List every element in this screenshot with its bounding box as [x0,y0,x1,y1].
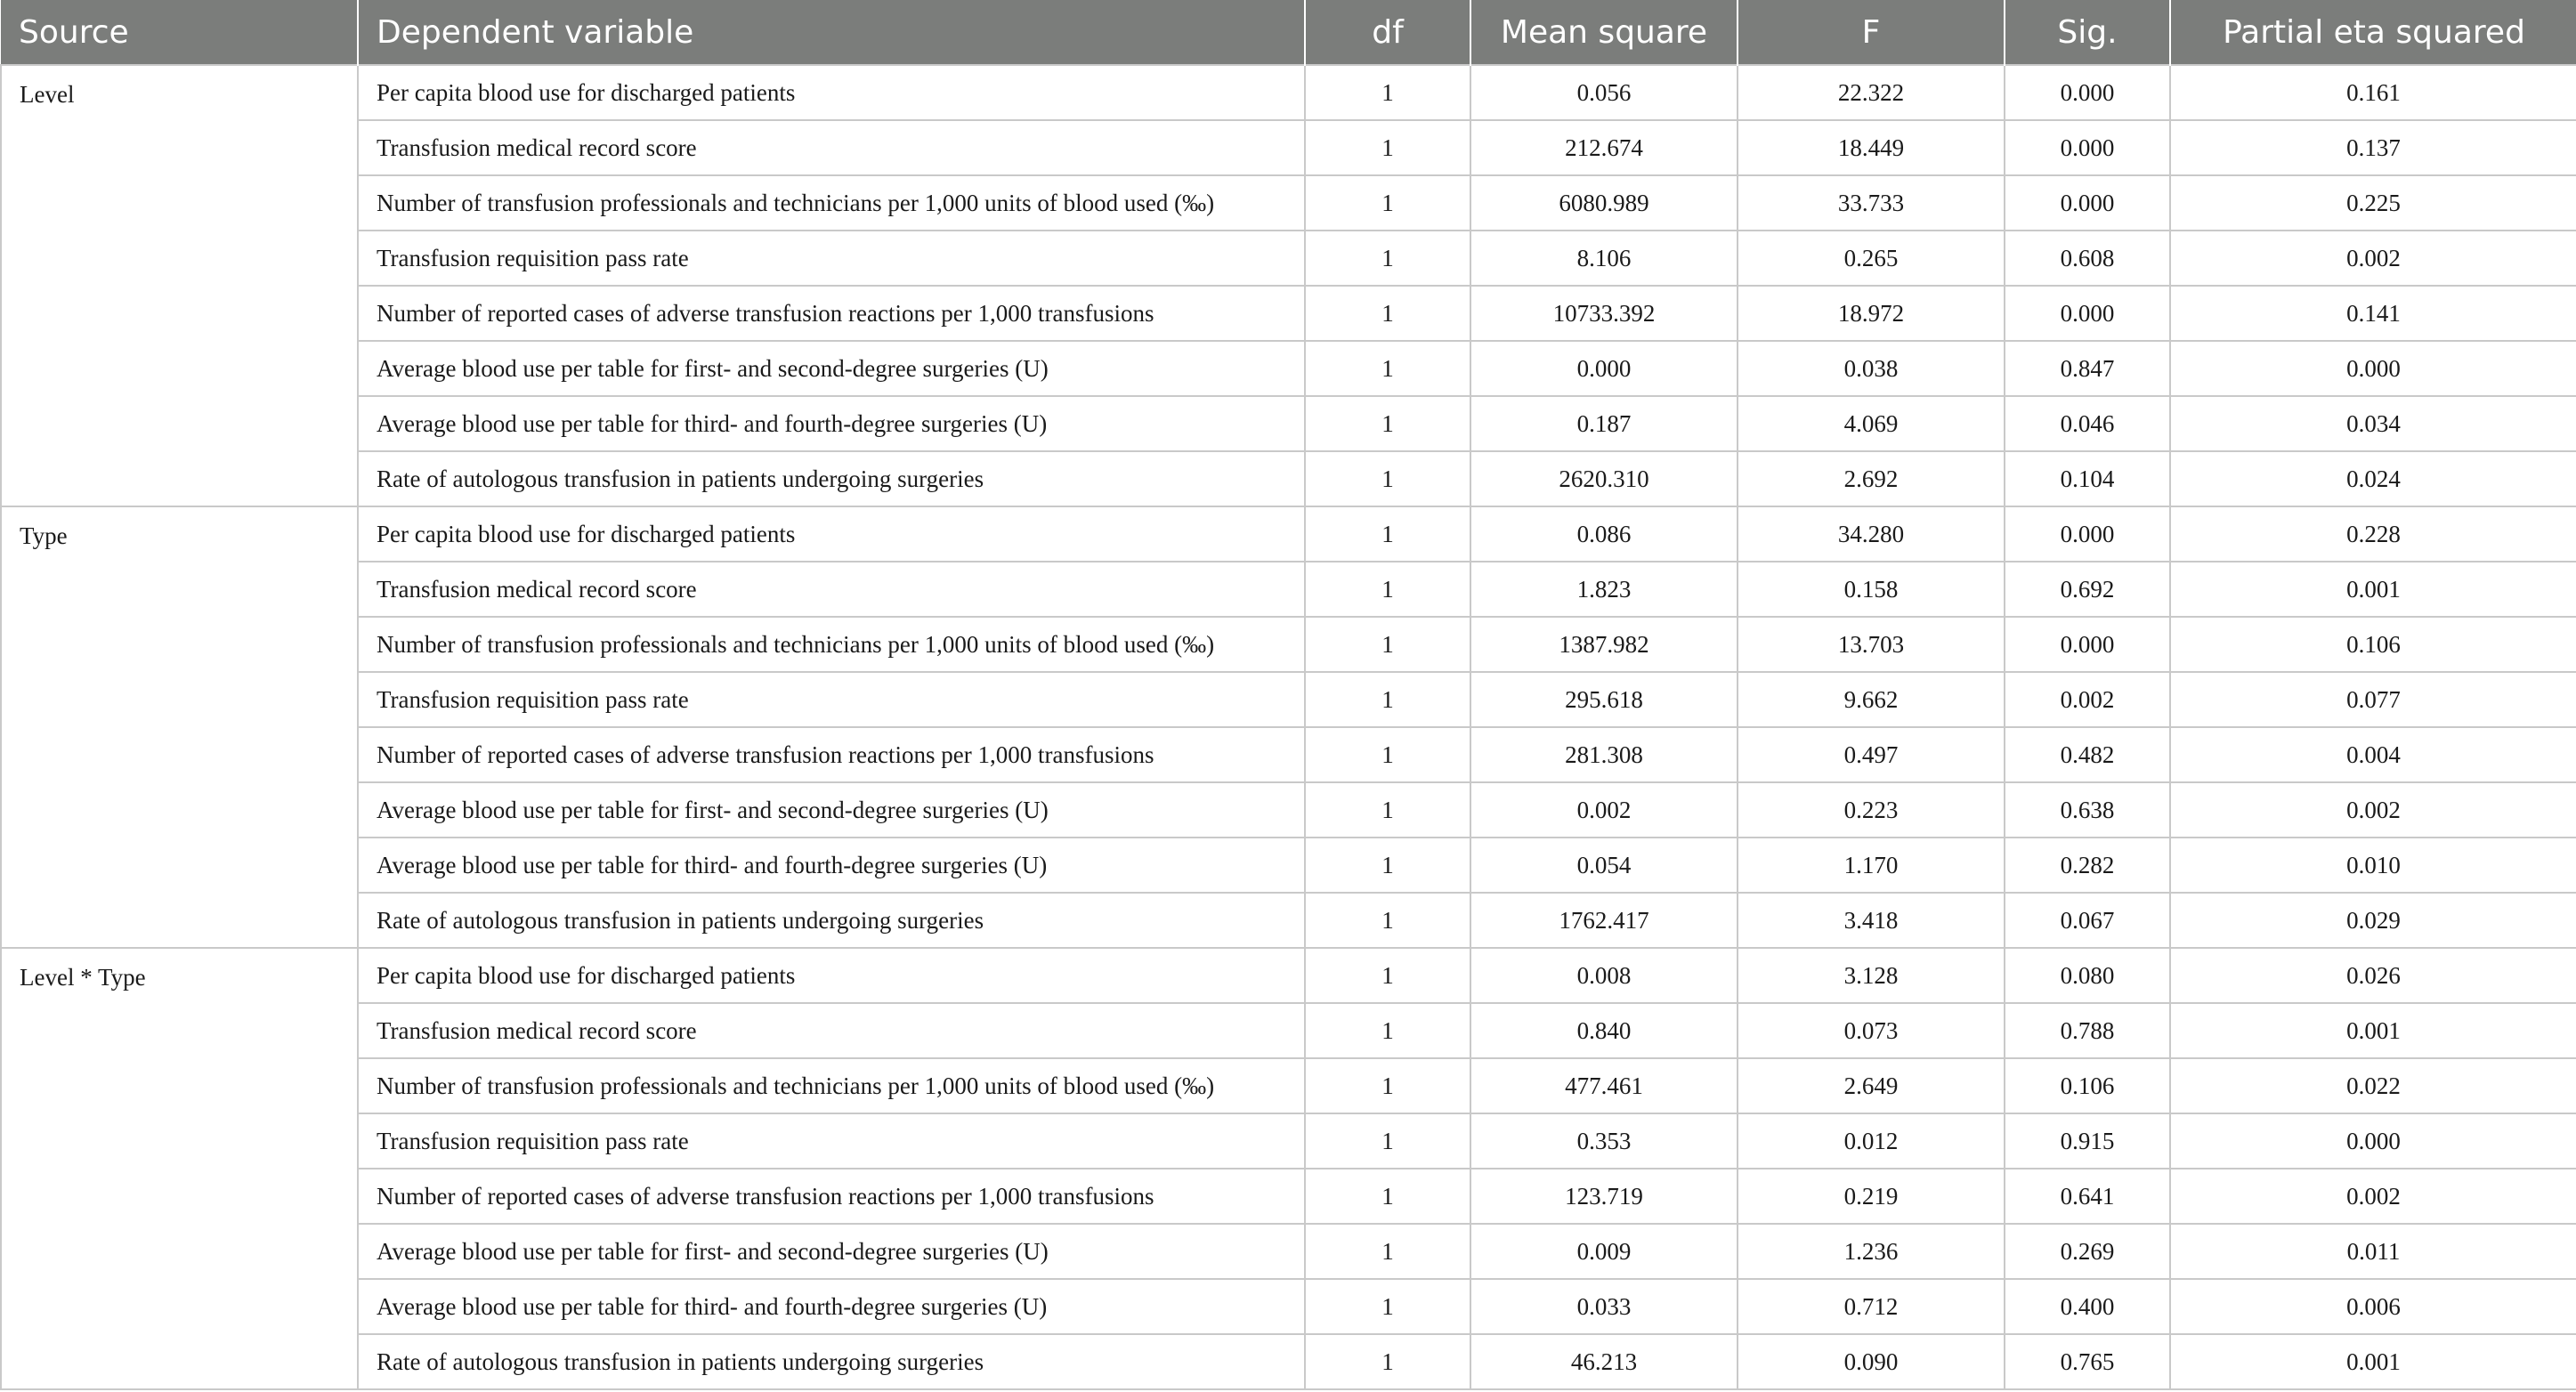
mean-square-cell: 0.033 [1470,1279,1738,1334]
f-cell: 0.223 [1738,782,2005,838]
mean-square-cell: 0.840 [1470,1003,1738,1058]
mean-square-cell: 295.618 [1470,672,1738,727]
table-row [1,948,2576,1003]
source-cell: Level [1,65,358,506]
mean-square-cell: 0.000 [1470,341,1738,396]
df-cell: 1 [1305,451,1470,506]
partial-eta-squared-cell: 0.026 [2170,948,2576,1003]
sig-cell: 0.000 [2005,65,2170,120]
dependent-variable-cell: Average blood use per table for first- and second-degree surgeries (U) [358,1224,1305,1279]
dependent-variable-cell: Per capita blood use for discharged patients [358,948,1305,1003]
mean-square-cell: 0.054 [1470,838,1738,893]
dependent-variable-cell: Transfusion medical record score [358,1003,1305,1058]
sig-cell: 0.046 [2005,396,2170,451]
sig-cell: 0.106 [2005,1058,2170,1113]
df-cell: 1 [1305,562,1470,617]
sig-cell: 0.269 [2005,1224,2170,1279]
sig-cell: 0.641 [2005,1169,2170,1224]
f-cell: 0.090 [1738,1334,2005,1389]
df-cell: 1 [1305,893,1470,948]
table-row [1,1003,2576,1058]
sig-cell: 0.000 [2005,286,2170,341]
dependent-variable-cell: Transfusion medical record score [358,562,1305,617]
mean-square-cell: 0.008 [1470,948,1738,1003]
table-header [1,0,2576,65]
header-f: F [1738,0,2005,65]
df-cell: 1 [1305,1058,1470,1113]
sig-cell: 0.608 [2005,231,2170,286]
partial-eta-squared-cell: 0.161 [2170,65,2576,120]
partial-eta-squared-cell: 0.024 [2170,451,2576,506]
sig-cell: 0.000 [2005,506,2170,562]
dependent-variable-cell: Average blood use per table for first- and second-degree surgeries (U) [358,782,1305,838]
table-row [1,231,2576,286]
table-row [1,562,2576,617]
table-row [1,782,2576,838]
sig-cell: 0.000 [2005,120,2170,175]
f-cell: 3.128 [1738,948,2005,1003]
table-row [1,396,2576,451]
mean-square-cell: 281.308 [1470,727,1738,782]
f-cell: 0.073 [1738,1003,2005,1058]
df-cell: 1 [1305,1279,1470,1334]
df-cell: 1 [1305,1113,1470,1169]
dependent-variable-cell: Transfusion medical record score [358,120,1305,175]
partial-eta-squared-cell: 0.000 [2170,341,2576,396]
sig-cell: 0.000 [2005,175,2170,231]
f-cell: 0.158 [1738,562,2005,617]
df-cell: 1 [1305,838,1470,893]
f-cell: 18.972 [1738,286,2005,341]
sig-cell: 0.482 [2005,727,2170,782]
header-source: Source [1,0,358,65]
mean-square-cell: 1762.417 [1470,893,1738,948]
f-cell: 22.322 [1738,65,2005,120]
f-cell: 0.712 [1738,1279,2005,1334]
dependent-variable-cell: Rate of autologous transfusion in patients undergoing surgeries [358,893,1305,948]
dependent-variable-cell: Average blood use per table for first- and second-degree surgeries (U) [358,341,1305,396]
mean-square-cell: 10733.392 [1470,286,1738,341]
table-row [1,893,2576,948]
sig-cell: 0.080 [2005,948,2170,1003]
df-cell: 1 [1305,727,1470,782]
mean-square-cell: 212.674 [1470,120,1738,175]
df-cell: 1 [1305,1334,1470,1389]
source-cell: Type [1,506,358,948]
table-body [1,65,2576,1389]
table-row [1,727,2576,782]
partial-eta-squared-cell: 0.106 [2170,617,2576,672]
f-cell: 0.219 [1738,1169,2005,1224]
partial-eta-squared-cell: 0.141 [2170,286,2576,341]
partial-eta-squared-cell: 0.001 [2170,562,2576,617]
dependent-variable-cell: Number of transfusion professionals and technicians per 1,000 units of blood used (‰) [358,175,1305,231]
sig-cell: 0.400 [2005,1279,2170,1334]
df-cell: 1 [1305,506,1470,562]
df-cell: 1 [1305,396,1470,451]
f-cell: 33.733 [1738,175,2005,231]
dependent-variable-cell: Rate of autologous transfusion in patients undergoing surgeries [358,451,1305,506]
mean-square-cell: 1.823 [1470,562,1738,617]
table-row [1,65,2576,120]
partial-eta-squared-cell: 0.077 [2170,672,2576,727]
sig-cell: 0.692 [2005,562,2170,617]
sig-cell: 0.638 [2005,782,2170,838]
dependent-variable-cell: Number of reported cases of adverse transfusion reactions per 1,000 transfusions [358,1169,1305,1224]
f-cell: 34.280 [1738,506,2005,562]
mean-square-cell: 123.719 [1470,1169,1738,1224]
dependent-variable-cell: Average blood use per table for third- and fourth-degree surgeries (U) [358,838,1305,893]
partial-eta-squared-cell: 0.137 [2170,120,2576,175]
f-cell: 2.692 [1738,451,2005,506]
sig-cell: 0.282 [2005,838,2170,893]
partial-eta-squared-cell: 0.006 [2170,1279,2576,1334]
dependent-variable-cell: Per capita blood use for discharged patients [358,506,1305,562]
df-cell: 1 [1305,1003,1470,1058]
mean-square-cell: 0.353 [1470,1113,1738,1169]
df-cell: 1 [1305,617,1470,672]
sig-cell: 0.067 [2005,893,2170,948]
partial-eta-squared-cell: 0.029 [2170,893,2576,948]
df-cell: 1 [1305,672,1470,727]
header-df: df [1305,0,1470,65]
partial-eta-squared-cell: 0.225 [2170,175,2576,231]
dependent-variable-cell: Average blood use per table for third- and fourth-degree surgeries (U) [358,396,1305,451]
sig-cell: 0.915 [2005,1113,2170,1169]
df-cell: 1 [1305,1224,1470,1279]
mean-square-cell: 0.187 [1470,396,1738,451]
sig-cell: 0.002 [2005,672,2170,727]
table-row [1,1334,2576,1389]
table-row [1,451,2576,506]
mean-square-cell: 477.461 [1470,1058,1738,1113]
table-row [1,341,2576,396]
sig-cell: 0.847 [2005,341,2170,396]
f-cell: 1.170 [1738,838,2005,893]
df-cell: 1 [1305,286,1470,341]
df-cell: 1 [1305,948,1470,1003]
header-mean-square: Mean square [1470,0,1738,65]
table-row [1,1224,2576,1279]
header-row [1,0,2576,65]
table-row [1,120,2576,175]
partial-eta-squared-cell: 0.010 [2170,838,2576,893]
mean-square-cell: 46.213 [1470,1334,1738,1389]
mean-square-cell: 2620.310 [1470,451,1738,506]
partial-eta-squared-cell: 0.002 [2170,782,2576,838]
f-cell: 1.236 [1738,1224,2005,1279]
source-cell: Level * Type [1,948,358,1389]
dependent-variable-cell: Number of reported cases of adverse transfusion reactions per 1,000 transfusions [358,727,1305,782]
mean-square-cell: 6080.989 [1470,175,1738,231]
sig-cell: 0.765 [2005,1334,2170,1389]
sig-cell: 0.000 [2005,617,2170,672]
table-row [1,1058,2576,1113]
f-cell: 3.418 [1738,893,2005,948]
df-cell: 1 [1305,231,1470,286]
dependent-variable-cell: Transfusion requisition pass rate [358,231,1305,286]
table-row [1,672,2576,727]
f-cell: 13.703 [1738,617,2005,672]
f-cell: 2.649 [1738,1058,2005,1113]
table-row [1,286,2576,341]
partial-eta-squared-cell: 0.228 [2170,506,2576,562]
dependent-variable-cell: Average blood use per table for third- and fourth-degree surgeries (U) [358,1279,1305,1334]
header-partial-eta-squared: Partial eta squared [2170,0,2576,65]
f-cell: 0.012 [1738,1113,2005,1169]
partial-eta-squared-cell: 0.000 [2170,1113,2576,1169]
dependent-variable-cell: Number of reported cases of adverse transfusion reactions per 1,000 transfusions [358,286,1305,341]
table-row [1,506,2576,562]
f-cell: 4.069 [1738,396,2005,451]
partial-eta-squared-cell: 0.004 [2170,727,2576,782]
table-row [1,175,2576,231]
f-cell: 0.038 [1738,341,2005,396]
sig-cell: 0.104 [2005,451,2170,506]
f-cell: 0.265 [1738,231,2005,286]
header-sig: Sig. [2005,0,2170,65]
df-cell: 1 [1305,341,1470,396]
table-row [1,1279,2576,1334]
mean-square-cell: 8.106 [1470,231,1738,286]
df-cell: 1 [1305,175,1470,231]
dependent-variable-cell: Transfusion requisition pass rate [358,1113,1305,1169]
f-cell: 18.449 [1738,120,2005,175]
mean-square-cell: 0.009 [1470,1224,1738,1279]
df-cell: 1 [1305,120,1470,175]
df-cell: 1 [1305,1169,1470,1224]
partial-eta-squared-cell: 0.022 [2170,1058,2576,1113]
table-row [1,1169,2576,1224]
dependent-variable-cell: Per capita blood use for discharged patients [358,65,1305,120]
sig-cell: 0.788 [2005,1003,2170,1058]
dependent-variable-cell: Number of transfusion professionals and technicians per 1,000 units of blood used (‰) [358,1058,1305,1113]
df-cell: 1 [1305,65,1470,120]
partial-eta-squared-cell: 0.002 [2170,1169,2576,1224]
dependent-variable-cell: Number of transfusion professionals and technicians per 1,000 units of blood used (‰) [358,617,1305,672]
partial-eta-squared-cell: 0.002 [2170,231,2576,286]
header-dependent-variable: Dependent variable [358,0,1305,65]
partial-eta-squared-cell: 0.001 [2170,1003,2576,1058]
mean-square-cell: 0.086 [1470,506,1738,562]
table-row [1,838,2576,893]
mean-square-cell: 0.002 [1470,782,1738,838]
mean-square-cell: 0.056 [1470,65,1738,120]
mean-square-cell: 1387.982 [1470,617,1738,672]
f-cell: 0.497 [1738,727,2005,782]
partial-eta-squared-cell: 0.001 [2170,1334,2576,1389]
dependent-variable-cell: Rate of autologous transfusion in patients undergoing surgeries [358,1334,1305,1389]
partial-eta-squared-cell: 0.011 [2170,1224,2576,1279]
partial-eta-squared-cell: 0.034 [2170,396,2576,451]
dependent-variable-cell: Transfusion requisition pass rate [358,672,1305,727]
table-row [1,1113,2576,1169]
table-row [1,617,2576,672]
df-cell: 1 [1305,782,1470,838]
f-cell: 9.662 [1738,672,2005,727]
